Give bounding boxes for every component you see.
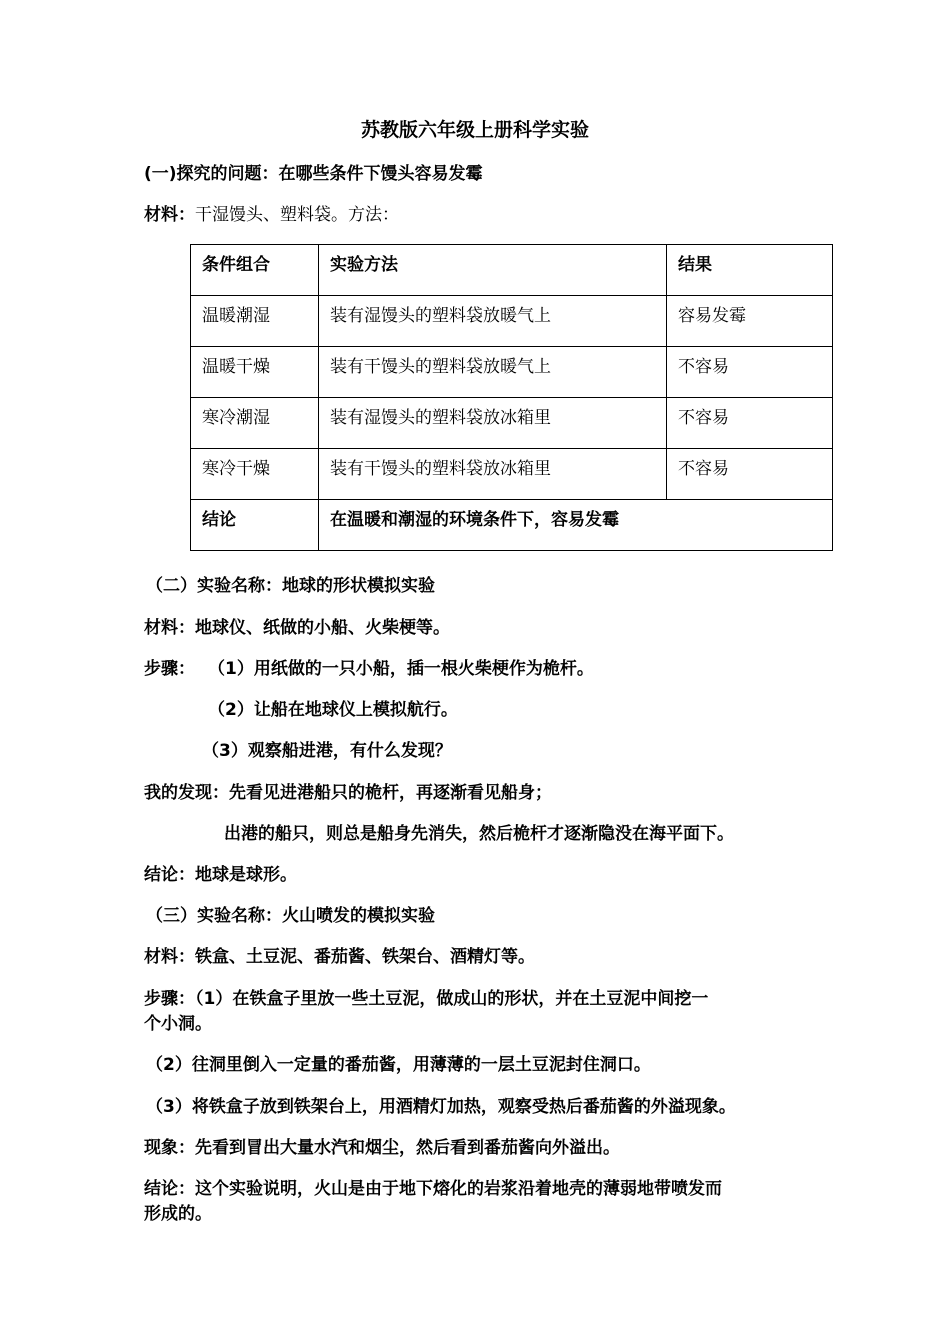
materials-label: 材料： — [144, 205, 195, 225]
section3-step-2: （2）往洞里倒入一定量的番茄酱，用薄薄的一层土豆泥封住洞口。 — [146, 1055, 651, 1075]
table-row — [191, 449, 833, 500]
section3-step-1-line-2: 个小洞。 — [144, 1014, 212, 1034]
section3-step-3: （3）将铁盒子放到铁架台上，用酒精灯加热，观察受热后番茄酱的外溢现象。 — [146, 1097, 736, 1117]
section3-heading: （三）实验名称：火山喷发的模拟实验 — [146, 906, 435, 926]
section2-finding-1: 我的发现：先看见进港船只的桅杆，再逐渐看见船身； — [144, 783, 552, 803]
section1-heading: (一)探究的问题：在哪些条件下馒头容易发霉 — [144, 164, 483, 184]
experiment-table — [190, 244, 833, 551]
materials-text: 干湿馒头、塑料袋。方法： — [195, 205, 399, 225]
table-conclusion-label: 结论 — [191, 500, 319, 551]
table-row — [191, 347, 833, 398]
section3-conclusion-line-2: 形成的。 — [144, 1204, 212, 1224]
section3-step-1-line-1: 步骤：（1）在铁盒子里放一些土豆泥，做成山的形状，并在土豆泥中间挖一 — [144, 989, 709, 1009]
page-title: 苏教版六年级上册科学实验 — [360, 119, 589, 141]
section2-step-1: （1）用纸做的一只小船，插一根火柴梗作为桅杆。 — [208, 659, 594, 679]
section3-conclusion-line-1: 结论：这个实验说明，火山是由于地下熔化的岩浆沿着地壳的薄弱地带喷发而 — [144, 1179, 722, 1199]
section2-finding-2: 出港的船只，则总是船身先消失，然后桅杆才逐渐隐没在海平面下。 — [224, 824, 734, 844]
table-header-row — [191, 245, 833, 296]
table-row — [191, 296, 833, 347]
table-cell: 容易发霉 — [667, 296, 833, 347]
section2-step-2: （2）让船在地球仪上模拟航行。 — [208, 700, 458, 720]
table-cell: 寒冷潮湿 — [191, 398, 319, 449]
table-cell: 装有干馒头的塑料袋放冰箱里 — [319, 449, 667, 500]
table-cell: 装有湿馒头的塑料袋放冰箱里 — [319, 398, 667, 449]
table-row — [191, 398, 833, 449]
section2-materials: 材料：地球仪、纸做的小船、火柴梗等。 — [144, 618, 450, 638]
section2-step-3: （3）观察船进港，有什么发现？ — [202, 741, 452, 761]
section3-phenomenon: 现象：先看到冒出大量水汽和烟尘，然后看到番茄酱向外溢出。 — [144, 1138, 620, 1158]
section3-materials: 材料：铁盒、土豆泥、番茄酱、铁架台、酒精灯等。 — [144, 947, 535, 967]
section2-steps-label: 步骤： — [144, 659, 195, 679]
table-cell: 温暖潮湿 — [191, 296, 319, 347]
section2-conclusion: 结论：地球是球形。 — [144, 865, 297, 885]
table-conclusion-row — [191, 500, 833, 551]
table-cell: 不容易 — [667, 398, 833, 449]
table-cell: 不容易 — [667, 347, 833, 398]
table-header-cell: 条件组合 — [191, 245, 319, 296]
section1-materials — [144, 203, 399, 227]
section2-heading: （二）实验名称：地球的形状模拟实验 — [146, 576, 435, 596]
table-cell: 寒冷干燥 — [191, 449, 319, 500]
table-header-cell: 实验方法 — [319, 245, 667, 296]
table-cell: 温暖干燥 — [191, 347, 319, 398]
table-conclusion-text: 在温暖和潮湿的环境条件下，容易发霉 — [319, 500, 833, 551]
table-cell: 不容易 — [667, 449, 833, 500]
table-header-cell: 结果 — [667, 245, 833, 296]
table-cell: 装有干馒头的塑料袋放暖气上 — [319, 347, 667, 398]
table-cell: 装有湿馒头的塑料袋放暖气上 — [319, 296, 667, 347]
